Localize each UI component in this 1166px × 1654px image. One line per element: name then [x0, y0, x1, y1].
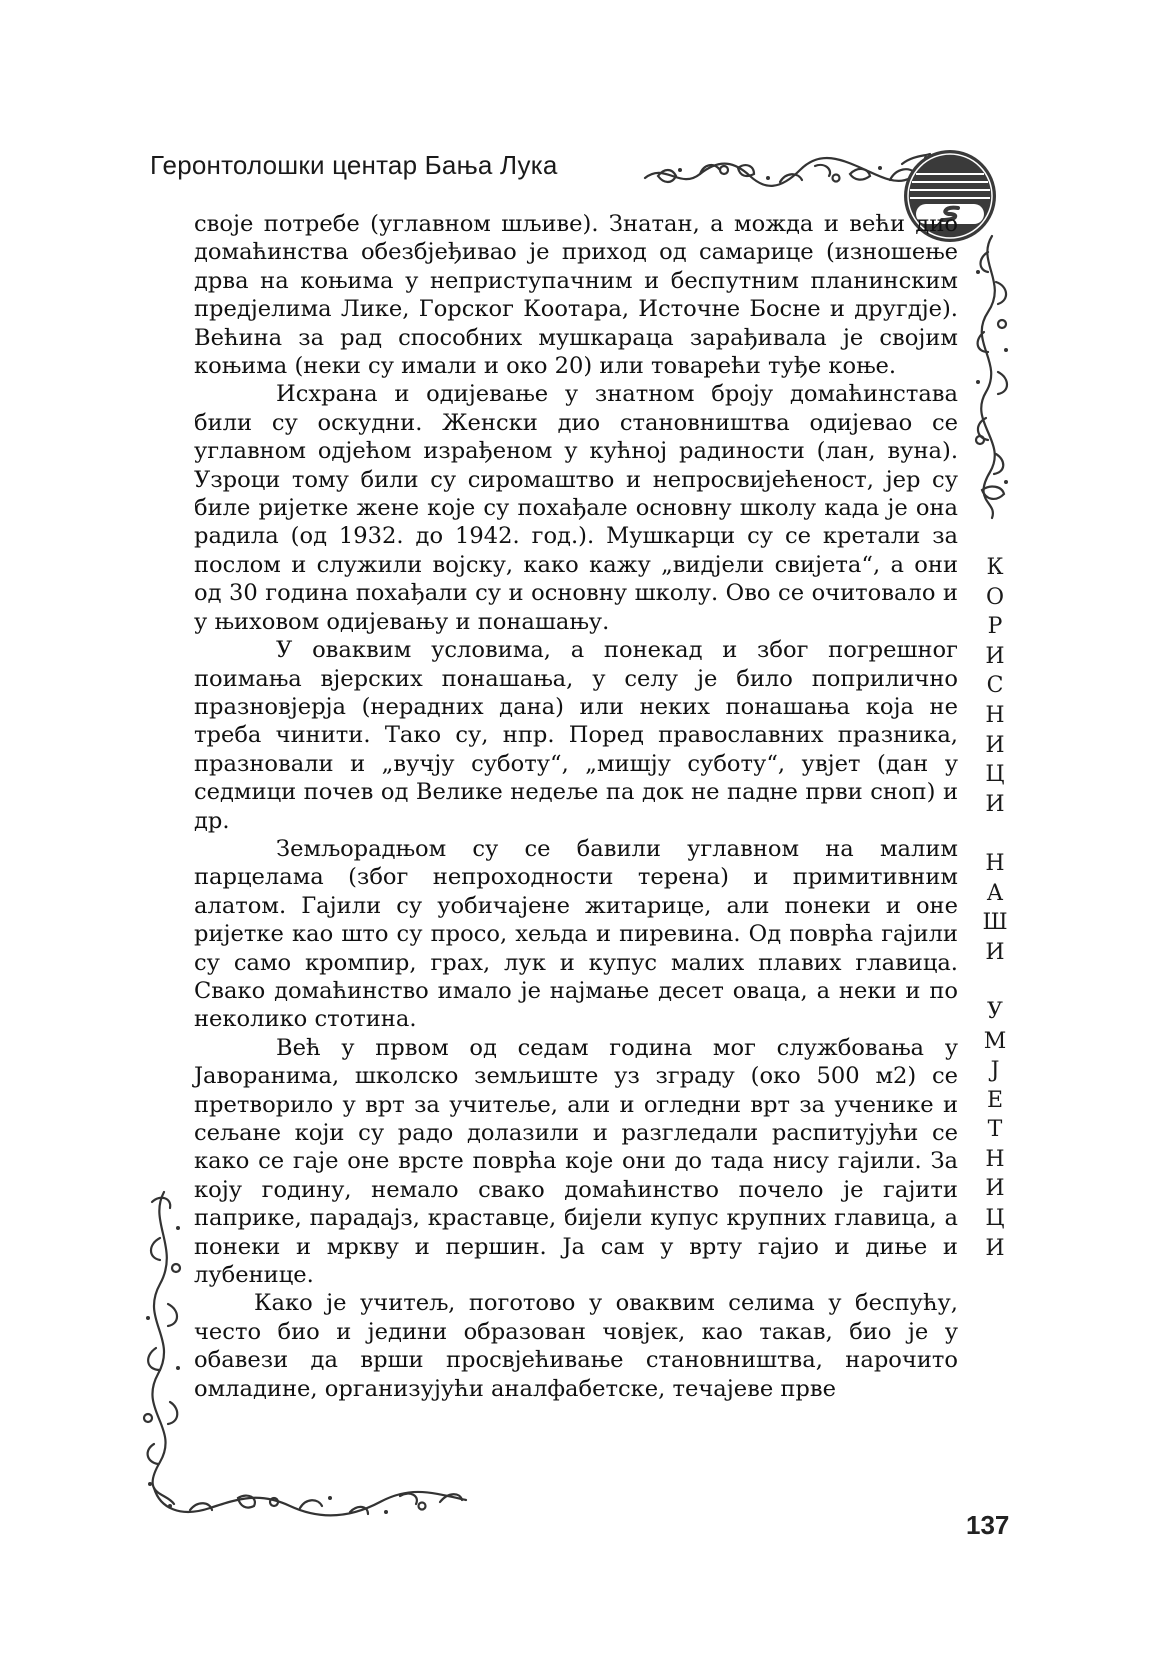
- top-vine-ornament-icon: [640, 140, 940, 200]
- vertical-letter: И: [985, 939, 1005, 965]
- vertical-letter: Н: [985, 850, 1005, 876]
- vertical-letter: И: [985, 1176, 1005, 1202]
- vertical-letter: Ц: [985, 762, 1005, 788]
- paragraph-3: У оваквим условима, а понекад и због погрешног поимања вјерских понашања, у селу је било поприлично празновјерја (нерадних дана) или неких понашања која не треба чинити. Тако су, нпр. Поред православних празника, празновали и „вучју суботу“, „мишју суботу“, увјет (дан у седмици почев од Велике недеље па док не падне први сноп) и др.: [194, 637, 958, 834]
- vertical-letter: О: [985, 584, 1005, 610]
- vertical-letter: Ј: [990, 1058, 1000, 1084]
- vertical-letter: Ш: [982, 910, 1008, 936]
- header-title: Геронтолошки центар Бања Лука: [150, 150, 558, 180]
- paragraph-2: Исхрана и одијевање у знатном броју домаћинстава били су оскудни. Женски дио становништва одијевао се углавном одјећом израђеном у кућној радиности (лан, вуна). Узроци тому били су сиромаштво и непросвијећеност, јер су биле ријетке жене које су похађале основну школу када је она радила (од 1932. до 1942. год.). Мушкарци су се кретали за послом и служили војску, како кажу „видјели свијета“, а они од 30 година похађали су и основну школу. Ово се очитовало и у њиховом одијевању и понашању.: [194, 381, 958, 635]
- vertical-letter: Р: [987, 614, 1003, 640]
- vertical-letter: И: [985, 1235, 1005, 1261]
- vertical-gap: [975, 819, 1015, 849]
- vertical-letter: И: [985, 732, 1005, 758]
- vertical-letter: Н: [985, 1146, 1005, 1172]
- vertical-letter: И: [985, 643, 1005, 669]
- vertical-gap: [975, 967, 1015, 997]
- vertical-letter: Т: [987, 1117, 1003, 1143]
- page-number: 137: [966, 1510, 1010, 1540]
- body-text: [194, 210, 958, 1403]
- bottom-vine-ornament-icon: [150, 1478, 470, 1528]
- paragraph-1: своје потребе (углавном шљиве). Знатан, а можда и већи дио домаћинства обезбјеђивао је приход од самарице (изношење дрва на коњима у неприступачним и беспутним планинским предјелима Лике, Горског Коотара, Источне Босне и другдје). Већина за рад способних мушкараца зарађивала је својим коњима (неки су имали и око 20) или товарећи туђе коње.: [194, 211, 958, 380]
- vertical-letter: У: [987, 998, 1003, 1024]
- vertical-letter: М: [983, 1028, 1007, 1054]
- vertical-letter: Н: [985, 702, 1005, 728]
- vertical-letter: С: [986, 673, 1004, 699]
- vertical-letter: А: [986, 880, 1004, 906]
- left-vine-ornament-icon: [138, 1188, 188, 1508]
- right-vine-ornament-icon: [968, 232, 1016, 522]
- vertical-letter: И: [985, 791, 1005, 817]
- vertical-letter: Ц: [985, 1206, 1005, 1232]
- vertical-letter: К: [986, 555, 1004, 580]
- paragraph-6: Како је учитељ, поготово у оваквим селима у беспућу, често био и једини образован човјек, као такав, био је у обавези да врши просвјећивање становништва, нарочито омладине, организујући аналфабетске, течајеве прве: [194, 1290, 958, 1402]
- paragraph-4: Земљорадњом су се бавили углавном на малим парцелама (због непроходности терена) и примитивним алатом. Гајили су уобичајене житарице, али понеки и оне ријетке као што су просо, хељда и пиревина. Од поврћа гајили су само кромпир, грах, лук и купус малих плавих главица. Свако домаћинство имало је најмање десет оваца, а неки и по неколико стотина.: [194, 835, 958, 1033]
- paragraph-5: Већ у првом од седам година мог службовања у Јаворанима, школско земљиште уз зграду (око 500 м2) се претворило у врт за учитеље, али и огледни врт за ученике и сељане који су радо долазили и разгледали распитујући се како се гаје оне врсте поврћа које они до тада нису гајили. За коју годину, немало свако домаћинство почело је гајити паприке, парадајз, краставце, бијели купус крупних главица, а понеки и мркву и першин. Ја сам у врту гајио и диње и лубенице.: [194, 1034, 958, 1289]
- vertical-side-label: [975, 553, 1015, 1263]
- vertical-letter: Е: [986, 1087, 1004, 1113]
